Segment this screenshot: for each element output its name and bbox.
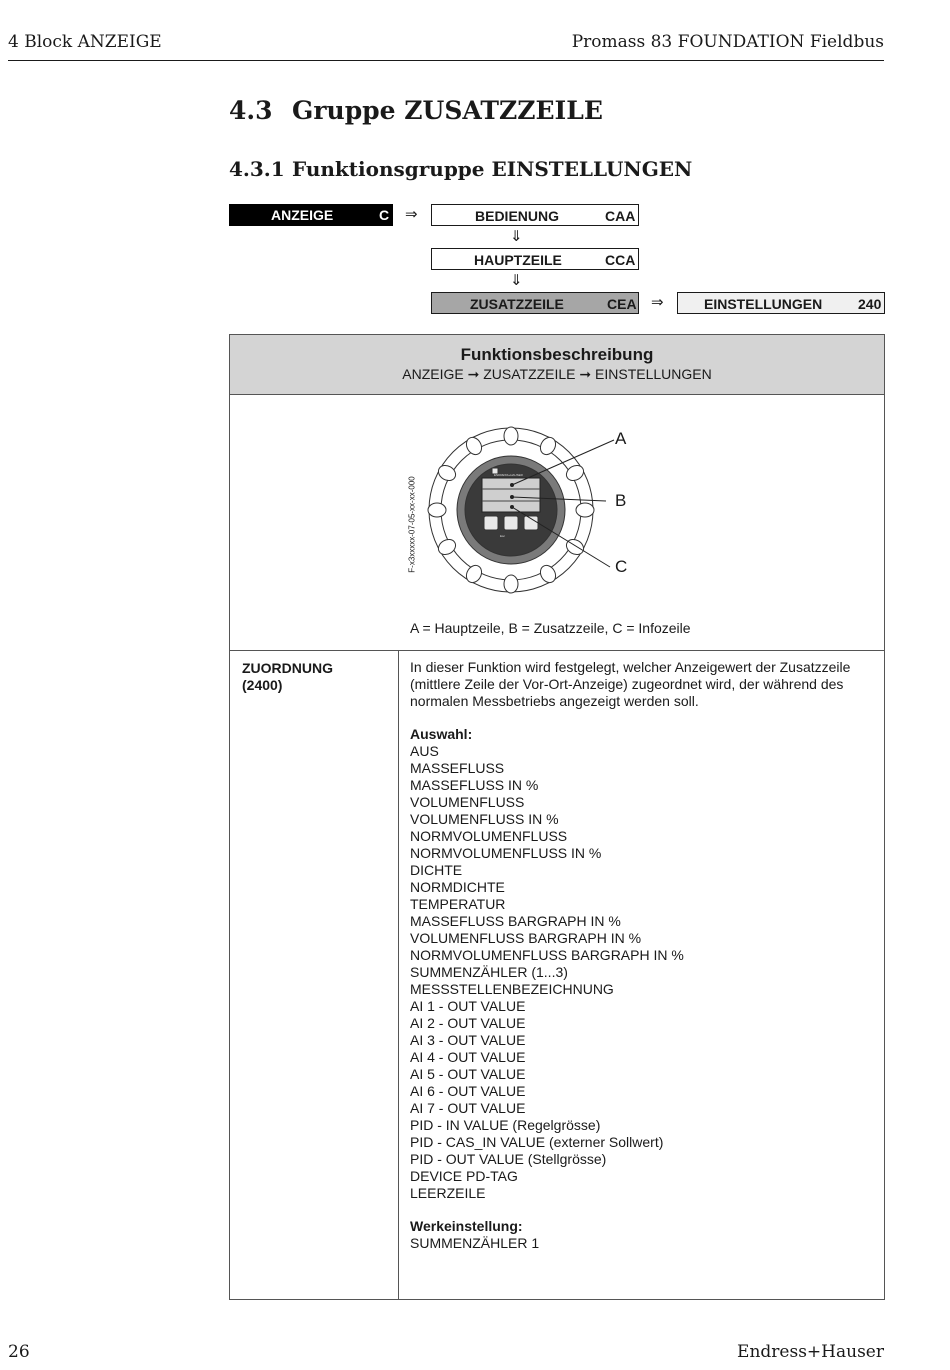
- option-item: DICHTE: [410, 862, 463, 878]
- option-item: TEMPERATUR: [410, 896, 506, 912]
- figure-caption: A = Hauptzeile, B = Zusatzzeile, C = Infozeile: [410, 620, 691, 636]
- subsection-number: 4.3.1: [229, 157, 285, 181]
- nav-label: ZUSATZZEILE: [470, 296, 564, 312]
- option-item: AI 1 - OUT VALUE: [410, 998, 526, 1014]
- table-header: [230, 335, 884, 395]
- esc-key-text: Esc: [500, 534, 506, 538]
- option-item: NORMDICHTE: [410, 879, 505, 895]
- option-item: NORMVOLUMENFLUSS IN %: [410, 845, 602, 861]
- nav-label: BEDIENUNG: [475, 208, 560, 224]
- running-header-chapter: 4 Block ANZEIGE: [8, 32, 162, 52]
- nav-code: CCA: [605, 252, 636, 268]
- arrow-down-icon: ⇓: [510, 272, 523, 289]
- function-name: ZUORDNUNG: [242, 660, 333, 676]
- option-item: MASSEFLUSS: [410, 760, 505, 776]
- display-figure: [230, 394, 884, 650]
- key-plus: [504, 516, 518, 530]
- leader-dot-c: [510, 505, 514, 509]
- option-item: VOLUMENFLUSS: [410, 794, 525, 810]
- nav-code: CEA: [607, 296, 637, 312]
- option-item: AI 6 - OUT VALUE: [410, 1083, 526, 1099]
- logo-text: ENDRESS+HAUSER: [494, 473, 523, 477]
- figure-row: [230, 394, 884, 651]
- option-item: PID - CAS_IN VALUE (externer Sollwert): [410, 1134, 664, 1150]
- nav-label: EINSTELLUNGEN: [704, 296, 823, 312]
- option-item: VOLUMENFLUSS IN %: [410, 811, 559, 827]
- default-value: SUMMENZÄHLER 1: [410, 1235, 540, 1251]
- nav-box-bedienung: [431, 204, 639, 226]
- figure-label-b: B: [615, 491, 627, 510]
- option-item: MASSEFLUSS IN %: [410, 777, 539, 793]
- option-item: PID - OUT VALUE (Stellgrösse): [410, 1151, 607, 1167]
- option-item: LEERZEILE: [410, 1185, 486, 1201]
- table-path: ANZEIGE ➞ ZUSATZZEILE ➞ EINSTELLUNGEN: [402, 366, 712, 382]
- nav-box-hauptzeile: [431, 248, 639, 270]
- option-item: NORMVOLUMENFLUSS BARGRAPH IN %: [410, 947, 684, 963]
- figure-label-c: C: [615, 557, 628, 576]
- section-title: Gruppe ZUSATZZEILE: [292, 96, 603, 125]
- function-description: In dieser Funktion wird festgelegt, welcher Anzeigewert der Zusatzzeile (mittlere Zeile der Vor-Ort-Anzeige) zugeordnet wird, der während des normalen Messbetriebs angezeigt werden soll.: [410, 659, 851, 709]
- option-item: SUMMENZÄHLER (1...3): [410, 964, 568, 980]
- arrow-right-icon: ⇒: [651, 294, 664, 311]
- option-item: AI 2 - OUT VALUE: [410, 1015, 526, 1031]
- nav-code: CAA: [605, 208, 636, 224]
- arrow-down-icon: ⇓: [510, 228, 523, 245]
- option-item: VOLUMENFLUSS BARGRAPH IN %: [410, 930, 642, 946]
- option-item: PID - IN VALUE (Regelgrösse): [410, 1117, 601, 1133]
- arrow-right-icon: ⇒: [405, 206, 418, 223]
- nav-code: 240: [858, 296, 882, 312]
- option-item: AI 5 - OUT VALUE: [410, 1066, 526, 1082]
- subsection-title: Funktionsgruppe EINSTELLUNGEN: [292, 157, 693, 181]
- options-title: Auswahl:: [410, 726, 473, 742]
- key-minus: [484, 516, 498, 530]
- option-item: AI 7 - OUT VALUE: [410, 1100, 526, 1116]
- option-item: NORMVOLUMENFLUSS: [410, 828, 568, 844]
- leader-dot-a: [510, 483, 514, 487]
- running-header-product: Promass 83 FOUNDATION Fieldbus: [571, 32, 884, 52]
- figure-label-a: A: [615, 429, 627, 448]
- section-number: 4.3: [229, 96, 273, 125]
- option-item: AI 4 - OUT VALUE: [410, 1049, 526, 1065]
- figure-id: F-x3xxxxx-07-05-xx-xx-000: [407, 476, 417, 573]
- option-item: DEVICE PD-TAG: [410, 1168, 518, 1184]
- header-rule: [8, 60, 884, 61]
- page-number: 26: [8, 1342, 30, 1362]
- nav-box-anzeige: [229, 204, 393, 226]
- nav-label: ANZEIGE: [271, 207, 334, 223]
- function-table: [229, 334, 885, 1300]
- table-title: Funktionsbeschreibung: [460, 345, 654, 364]
- nav-box-einstellungen: [677, 292, 885, 314]
- nav-code: C: [379, 207, 390, 223]
- option-item: AUS: [410, 743, 439, 759]
- options-list: [410, 743, 870, 1202]
- function-description-cell: [410, 659, 870, 1252]
- nav-label: HAUPTZEILE: [474, 252, 562, 268]
- nav-box-zusatzzeile: [431, 292, 639, 314]
- brand-footer: Endress+Hauser: [737, 1342, 884, 1362]
- option-item: AI 3 - OUT VALUE: [410, 1032, 526, 1048]
- option-item: MASSEFLUSS BARGRAPH IN %: [410, 913, 621, 929]
- function-code: (2400): [242, 677, 283, 693]
- leader-dot-b: [510, 495, 514, 499]
- default-title: Werkeinstellung:: [410, 1218, 523, 1234]
- function-name-cell: [230, 650, 399, 1299]
- option-item: MESSSTELLENBEZEICHNUNG: [410, 981, 614, 997]
